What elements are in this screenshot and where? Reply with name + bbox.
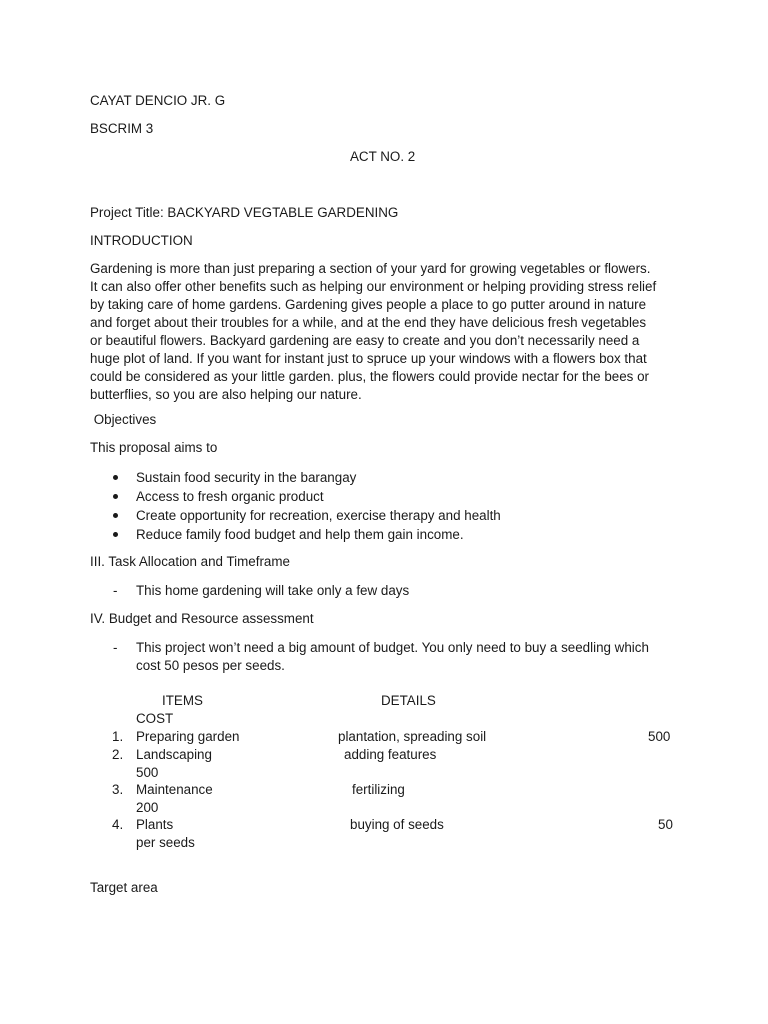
objective-text: Access to fresh organic product (136, 489, 324, 504)
activity-number: ACT NO. 2 (350, 149, 416, 164)
dash-marker: - (113, 583, 118, 598)
row-item: Preparing garden (136, 729, 240, 744)
budget-heading: IV. Budget and Resource assessment (90, 611, 314, 626)
list-item (90, 525, 501, 544)
task-item: This home gardening will take only a few days (136, 583, 410, 598)
row-cost-note: per seeds (136, 835, 195, 850)
row-item: Plants (136, 817, 174, 832)
paragraph-line: huge plot of land. If you want for instant just to spruce up your windows with a flowers box that (90, 351, 647, 366)
row-item: Maintenance (136, 782, 213, 797)
target-area-heading: Target area (90, 880, 158, 895)
task-heading: III. Task Allocation and Timeframe (90, 554, 290, 569)
budget-item-line: cost 50 pesos per seeds. (136, 658, 285, 673)
row-number: 2. (112, 747, 124, 762)
column-header-items: ITEMS (162, 693, 203, 708)
list-item (90, 506, 501, 525)
bullet-icon (113, 494, 118, 499)
objective-text: Reduce family food budget and help them gain income. (136, 527, 464, 542)
column-header-details: DETAILS (381, 693, 436, 708)
paragraph-line: and forget about their troubles for a while, and at the end they have delicious fresh vegetables (90, 315, 647, 330)
introduction-paragraph (90, 260, 680, 404)
row-cost: 200 (136, 800, 159, 815)
row-number: 3. (112, 782, 124, 797)
row-number: 4. (112, 817, 124, 832)
objective-text: Create opportunity for recreation, exercise therapy and health (136, 508, 501, 523)
row-cost: 500 (648, 729, 671, 744)
objective-text: Sustain food security in the barangay (136, 470, 357, 485)
row-detail: buying of seeds (350, 817, 444, 832)
row-item: Landscaping (136, 747, 212, 762)
paragraph-line: could be considered as your little garden. plus, the flowers could provide nectar for the bees or (90, 369, 650, 384)
row-detail: adding features (344, 747, 437, 762)
bullet-icon (113, 532, 118, 537)
bullet-icon (113, 513, 118, 518)
introduction-heading: INTRODUCTION (90, 233, 193, 248)
paragraph-line: It can also offer other benefits such as helping our environment or helping providing stress relief (90, 279, 657, 294)
course-label: BSCRIM 3 (90, 121, 154, 136)
bullet-icon (113, 475, 118, 480)
paragraph-line: or beautiful flowers. Backyard gardening are easy to create and you don’t necessarily need a (90, 333, 640, 348)
project-title: Project Title: BACKYARD VEGTABLE GARDENING (90, 205, 399, 220)
objectives-lead: This proposal aims to (90, 440, 218, 455)
author-name: CAYAT DENCIO JR. G (90, 93, 226, 108)
paragraph-line: by taking care of home gardens. Gardening gives people a place to go putter around in nature (90, 297, 647, 312)
row-detail: fertilizing (352, 782, 405, 797)
row-number: 1. (112, 729, 124, 744)
objectives-list (90, 468, 501, 544)
objectives-heading: Objectives (90, 412, 157, 427)
row-cost: 500 (136, 765, 159, 780)
paragraph-line: butterflies, so you are also helping our nature. (90, 387, 362, 402)
paragraph-line: Gardening is more than just preparing a section of your yard for growing vegetables or flowers. (90, 261, 651, 276)
row-detail: plantation, spreading soil (338, 729, 487, 744)
column-header-cost: COST (136, 711, 174, 726)
budget-item-line: This project won’t need a big amount of budget. You only need to buy a seedling which (136, 640, 649, 655)
list-item (90, 487, 501, 506)
dash-marker: - (113, 640, 118, 655)
row-cost: 50 (658, 817, 673, 832)
list-item (90, 468, 501, 487)
